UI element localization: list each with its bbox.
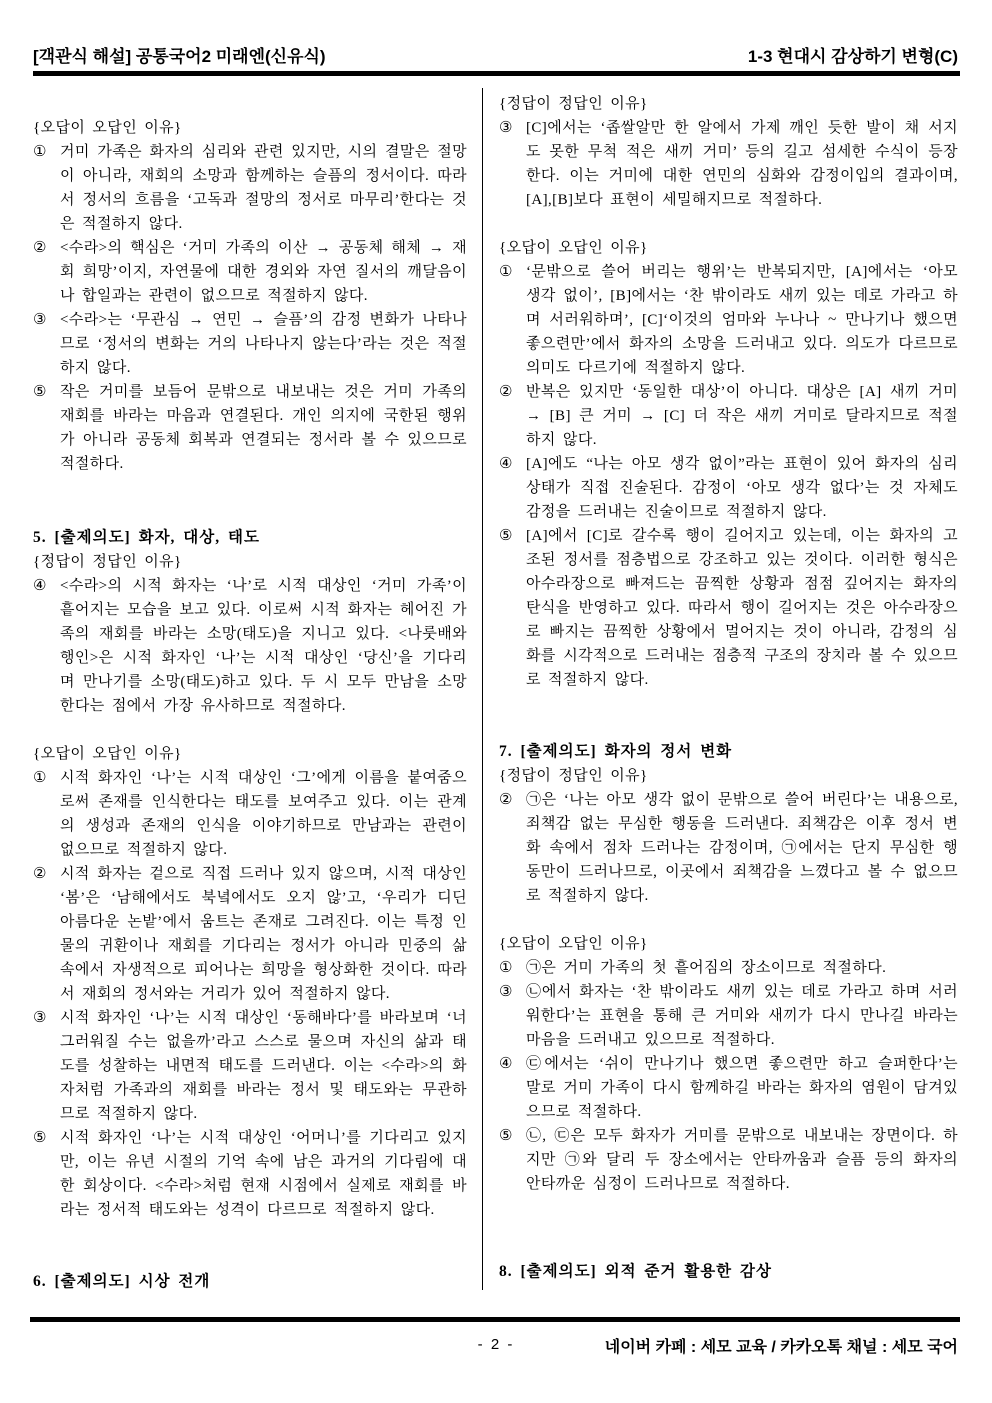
item-text: 시적 화자인 ‘나’는 시적 대상인 ‘어머니’를 기다리고 있지만, 이는 유년 시절의 기억 속에 남은 과거의 기다림에 대한 회상이다. <수라>처럼 현재 시점에서 실제로 재회를 바라는 정서적 태도와는 성격이 다르므로 적절하지 않다.	[60, 1130, 467, 1218]
item-number-marker: ⑤	[499, 528, 513, 544]
explanation-item	[33, 140, 467, 236]
columns-area	[33, 76, 958, 1317]
item-number-marker: ⑤	[499, 1128, 513, 1144]
item-text: ㉡, ㉢은 모두 화자가 거미를 문밖으로 내보내는 장면이다. 하지만 ㉠와 달리 두 장소에서는 안타까움과 슬픔 등의 화자의 안타까운 심정이 드러나므로 적절하다.	[526, 1128, 958, 1192]
spacer	[33, 1222, 467, 1270]
item-number-marker: ⑤	[33, 384, 47, 400]
item-number-marker: ①	[33, 144, 47, 160]
footer-channel-info: 네이버 카페 : 세모 교육 / 카카오톡 채널 : 세모 국어	[604, 1339, 958, 1356]
spacer	[499, 212, 958, 236]
spacer	[499, 1196, 958, 1260]
header-right-title: 1-3 현대시 감상하기 변형(C)	[747, 47, 958, 66]
explanation-item	[33, 1126, 467, 1222]
spacer	[33, 476, 467, 526]
item-text: 시적 화자인 ‘나’는 시적 대상인 ‘동해바다’를 바라보며 ‘너그러워질 수는 없을까’라고 스스로 물으며 자신의 삶과 태도를 성찰하는 내면적 태도를 드러낸다. 이는 <수라>의 화자처럼 가족과의 재회를 바라는 정서 및 태도와는 무관하므로 적절하지 않다.	[60, 1010, 467, 1122]
section-heading: 8. [출제의도] 외적 준거 활용한 감상	[499, 1263, 772, 1280]
item-text: 거미 가족은 화자의 심리와 관련 있지만, 시의 결말은 절망이 아니라, 재회의 소망과 함께하는 슬픔의 정서이다. 따라서 정서의 흐름을 ‘고독과 절망의 정서로 마무리’한다는 것은 적절하지 않다.	[60, 144, 467, 232]
item-text: 작은 거미를 보듬어 문밖으로 내보내는 것은 거미 가족의 재회를 바라는 마음과 연결된다. 개인 의지에 국한된 행위가 아니라 공동체 회복과 연결되는 정서라 볼 수 있으므로 적절하다.	[60, 384, 467, 472]
item-text: [C]에서는 ‘좁쌀알만 한 알에서 가제 깨인 듯한 발이 채 서지도 못한 무척 적은 새끼 거미’ 등의 길고 섬세한 수식이 등장한다. 이는 거미에 대한 연민의 심화와 감정이입의 결과이며, [A],[B]보다 표현이 세밀해지므로 적절하다.	[526, 120, 958, 208]
item-number-marker: ③	[33, 1010, 47, 1026]
item-text: <수라>의 핵심은 ‘거미 가족의 이산 → 공동체 해체 → 재회 희망’이지, 자연물에 대한 경외와 자연 질서의 깨달음이나 합일과는 관련이 없으므로 적절하지 않다.	[60, 240, 467, 304]
reason-label: {오답이 오답인 이유}	[499, 240, 648, 256]
explanation-item	[33, 862, 467, 1006]
item-number-marker: ④	[499, 1056, 513, 1072]
footer-rule	[30, 1317, 960, 1322]
item-number-marker: ③	[33, 312, 47, 328]
item-text: <수라>는 ‘무관심 → 연민 → 슬픔’의 감정 변화가 나타나므로 ‘정서의 변화는 거의 나타나지 않는다’라는 것은 적절하지 않다.	[60, 312, 467, 376]
explanation-item	[33, 766, 467, 862]
item-number-marker: ③	[499, 120, 513, 136]
explanation-item	[499, 260, 958, 380]
item-text: ㉠은 거미 가족의 첫 흩어짐의 장소이므로 적절하다.	[526, 960, 887, 976]
item-number-marker: ①	[33, 770, 47, 786]
section-heading: 6. [출제의도] 시상 전개	[33, 1273, 211, 1290]
page-number: - 2 -	[477, 1336, 515, 1353]
item-number-marker: ②	[33, 866, 47, 882]
item-text: ㉡에서 화자는 ‘찬 밖이라도 새끼 있는 데로 가라고 하며 서러워한다’는 표현을 통해 큰 거미와 새끼가 다시 만나길 바라는 마음을 드러내고 있으므로 적절하다.	[526, 984, 958, 1048]
reason-label: {오답이 오답인 이유}	[33, 746, 182, 762]
explanation-item	[33, 380, 467, 476]
explanation-item	[499, 380, 958, 452]
section-heading: 5. [출제의도] 화자, 대상, 태도	[33, 529, 260, 546]
reason-label: {정답이 정답인 이유}	[33, 554, 182, 570]
explanation-item	[33, 308, 467, 380]
item-text: <수라>의 시적 화자는 ‘나’로 시적 대상인 ‘거미 가족’이 흩어지는 모습을 보고 있다. 이로써 시적 화자는 헤어진 가족의 재회를 바라는 소망(태도)을 지니고 있다. <나룻배와 행인>은 시적 화자인 ‘나’는 시적 대상인 ‘당신’을 기다리며 만나기를 소망(태도)하고 있다. 두 시 모두 만남을 소망한다는 점에서 가장 유사하므로 적절하다.	[60, 578, 467, 714]
item-number-marker: ⑤	[33, 1130, 47, 1146]
explanation-item	[33, 574, 467, 718]
explanation-item	[499, 1052, 958, 1124]
reason-label: {정답이 정답인 이유}	[499, 768, 648, 784]
explanation-item	[499, 452, 958, 524]
explanation-item	[33, 236, 467, 308]
explanation-item	[499, 788, 958, 908]
item-number-marker: ①	[499, 264, 513, 280]
reason-label: {정답이 정답인 이유}	[499, 96, 648, 112]
item-text: 시적 화자는 겉으로 직접 드러나 있지 않으며, 시적 대상인 ‘봄’은 ‘남해에서도 북녘에서도 오지 않’고, ‘우리가 디딘 아름다운 논밭’에서 움트는 존재로 그려진다. 이는 특정 인물의 귀환이나 재회를 기다리는 정서가 아니라 민중의 삶 속에서 자생적으로 피어나는 희망을 형상화한 것이다. 따라서 재회의 정서와는 거리가 있어 적절하지 않다.	[60, 866, 467, 1002]
explanation-item	[499, 524, 958, 692]
spacer	[499, 908, 958, 932]
item-number-marker: ④	[33, 578, 47, 594]
item-text: [A]에서 [C]로 갈수록 행이 길어지고 있는데, 이는 화자의 고조된 정서를 점층법으로 강조하고 있는 것이다. 이러한 형식은 아수라장으로 빠져드는 끔찍한 상황과 점점 깊어지는 화자의 탄식을 반영하고 있다. 따라서 행이 길어지는 것은 아수라장으로 빠지는 끔찍한 상황에서 멀어지는 것이 아니라, 감정의 심화를 시각적으로 드러내는 점층적 구조의 장치라 볼 수 있으므로 적절하지 않다.	[526, 528, 958, 688]
spacer	[33, 718, 467, 742]
explanation-item	[33, 1006, 467, 1126]
explanation-item	[499, 980, 958, 1052]
reason-label: {오답이 오답인 이유}	[499, 936, 648, 952]
explanation-item	[499, 116, 958, 212]
section-heading: 7. [출제의도] 화자의 정서 변화	[499, 743, 733, 760]
item-text: 반복은 있지만 ‘동일한 대상’이 아니다. 대상은 [A] 새끼 거미 → [B] 큰 거미 → [C] 더 작은 새끼 거미로 달라지므로 적절하지 않다.	[526, 384, 958, 448]
explanation-item	[499, 1124, 958, 1196]
item-text: [A]에도 “나는 아모 생각 없이”라는 표현이 있어 화자의 심리 상태가 직접 진술된다. 감정이 ‘아모 생각 없다’는 것 자체도 감정을 드러내는 진술이므로 적절하지 않다.	[526, 456, 958, 520]
item-text: ㉠은 ‘나는 아모 생각 없이 문밖으로 쓸어 버린다’는 내용으로, 죄책감 없는 무심한 행동을 드러낸다. 죄책감은 이후 정서 변화 속에서 점차 드러나는 감정이며, ㉠에서는 단지 무심한 행동만이 드러나므로, 이곳에서 죄책감을 느꼈다고 볼 수 없으므로 적절하지 않다.	[526, 792, 958, 904]
explanation-item	[499, 956, 958, 980]
item-number-marker: ③	[499, 984, 513, 1000]
right-column	[483, 76, 958, 1317]
left-column	[33, 76, 482, 1317]
spacer	[499, 692, 958, 740]
header-left-title: [객관식 해설] 공통국어2 미래엔(신유식)	[33, 47, 326, 66]
item-text: ‘문밖으로 쓸어 버리는 행위’는 반복되지만, [A]에서는 ‘아모 생각 없이’, [B]에서는 ‘찬 밖이라도 새끼 있는 데로 가라고 하며 서러워하며’, [C]‘이것의 엄마와 누나나 ~ 만나기나 했으면 좋으련만’에서 화자의 소망을 드러내고 있다. 의도가 다르므로 의미도 다르기에 적절하지 않다.	[526, 264, 958, 376]
item-number-marker: ②	[499, 792, 513, 808]
reason-label: {오답이 오답인 이유}	[33, 120, 182, 136]
item-text: ㉢에서는 ‘쉬이 만나기나 했으면 좋으련만 하고 슬퍼한다’는 말로 거미 가족이 다시 함께하길 바라는 화자의 염원이 담겨있으므로 적절하다.	[526, 1056, 958, 1120]
item-number-marker: ②	[499, 384, 513, 400]
item-number-marker: ②	[33, 240, 47, 256]
item-number-marker: ①	[499, 960, 513, 976]
item-number-marker: ④	[499, 456, 513, 472]
item-text: 시적 화자인 ‘나’는 시적 대상인 ‘그’에게 이름을 붙여줌으로써 존재를 인식한다는 태도를 보여주고 있다. 이는 관계의 생성과 존재의 인식을 이야기하므로 만남과는 관련이 없으므로 적절하지 않다.	[60, 770, 467, 858]
